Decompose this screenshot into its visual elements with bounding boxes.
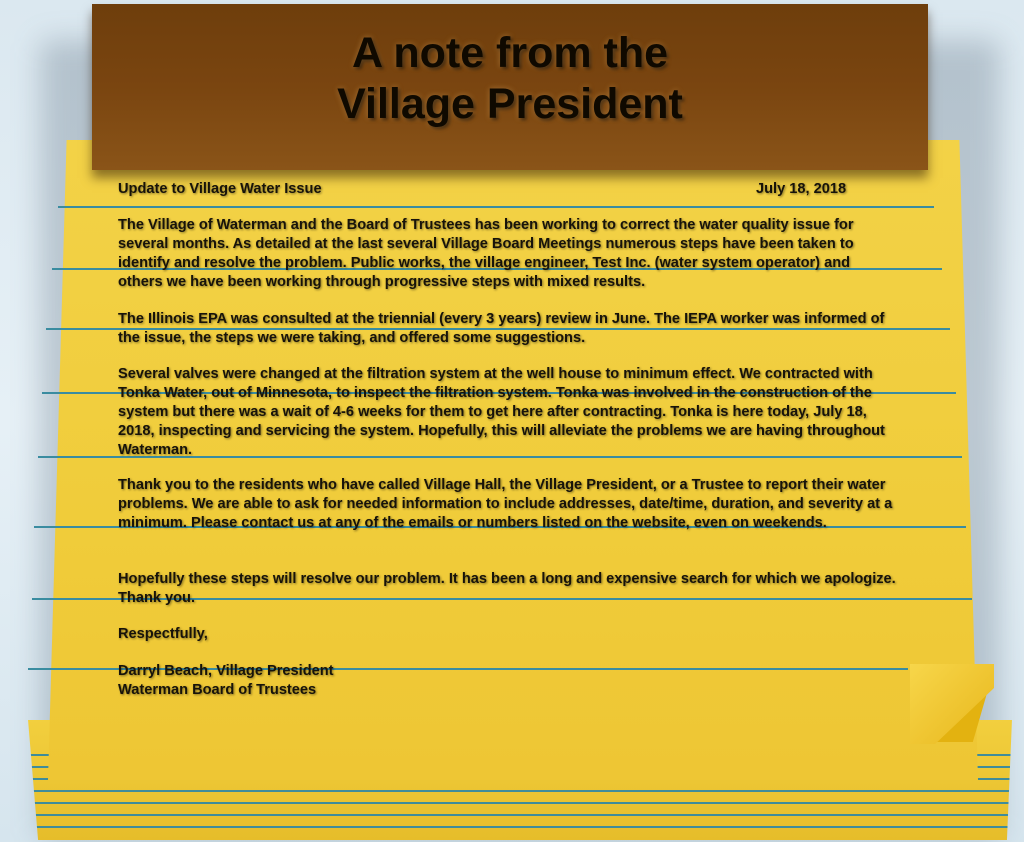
stack-edge-line <box>18 826 1022 828</box>
title-line-1: A note from the <box>351 29 669 77</box>
memo-paragraph-2: The Illinois EPA was consulted at the triennial (every 3 years) review in June. The IEPA worker was informed of the issue, the steps we were taking, and offered some suggestions. <box>118 311 885 346</box>
memo-closing: Respectfully, <box>118 626 208 642</box>
ruled-line <box>58 206 934 208</box>
signature-org: Waterman Board of Trustees <box>118 682 317 698</box>
stack-edge-line <box>18 802 1022 804</box>
memo-date: July 18, 2018 <box>756 181 847 197</box>
page-title <box>92 28 928 130</box>
memo-paragraph-5: Hopefully these steps will resolve our problem. It has been a long and expensive search for which we apologize. Thank you. <box>118 571 896 606</box>
memo-paragraph-4: Thank you to the residents who have called Village Hall, the Village President, or a Trustee to report their water problems. We are able to ask for needed information to include addresses, date/time, duration, and severity at a minimum. Please contact us at any of the emails or numbers listed on the website, even on weekends. <box>118 477 893 531</box>
signature-name: Darryl Beach, Village President <box>118 663 334 679</box>
stack-edge-line <box>18 790 1022 792</box>
memo-paragraph-1: The Village of Waterman and the Board of Trustees has been working to correct the water quality issue for several months. As detailed at the last several Village Board Meetings numerous steps have been taken to identify and resolve the problem. Public works, the village engineer, Test Inc. (water system operator) and others we have been working through progressive steps with mixed results. <box>118 217 854 290</box>
stack-edge-line <box>18 814 1022 816</box>
memo-subject: Update to Village Water Issue <box>118 181 322 197</box>
title-line-2: Village President <box>337 80 683 128</box>
memo-paragraph-3: Several valves were changed at the filtration system at the well house to minimum effect. We contracted with Tonka Water, out of Minnesota, to inspect the filtration system. Tonka was involved in the construction of the system but there was a wait of 4-6 weeks for them to get here after contracting. Tonka is here today, July 18, 2018, inspecting and servicing the system. Hopefully, this will alleviate the problems we are having throughout Waterman. <box>118 366 885 458</box>
